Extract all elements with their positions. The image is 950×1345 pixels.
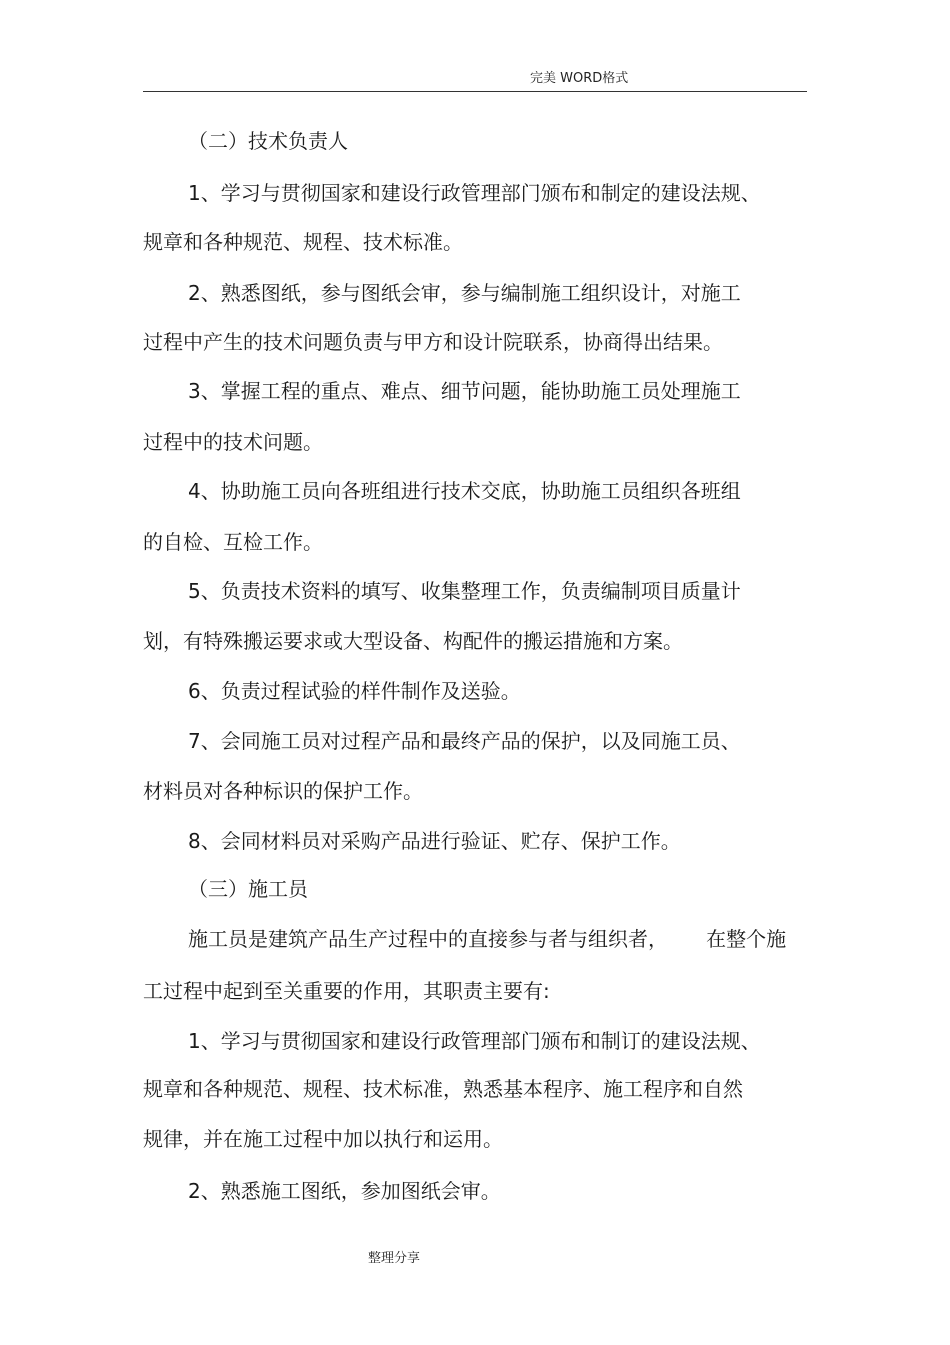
paragraph-line: 1、学习与贯彻国家和建设行政管理部门颁布和制订的建设法规、 xyxy=(188,1029,761,1053)
paragraph-line: 材料员对各种标识的保护工作。 xyxy=(143,779,423,803)
paragraph-line: 8、会同材料员对采购产品进行验证、贮存、保护工作。 xyxy=(188,829,681,853)
page-header: 完美 WORD格式 xyxy=(530,71,629,86)
paragraph-line: 1、学习与贯彻国家和建设行政管理部门颁布和制定的建设法规、 xyxy=(188,181,761,205)
paragraph-line: 6、负责过程试验的样件制作及送验。 xyxy=(188,679,521,703)
paragraph-line: 4、协助施工员向各班组进行技术交底，协助施工员组织各班组 xyxy=(188,479,741,503)
page-footer: 整理分享 xyxy=(368,1251,421,1266)
paragraph-line: 过程中的技术问题。 xyxy=(143,430,323,454)
paragraph-line: 规章和各种规范、规程、技术标准，熟悉基本程序、施工程序和自然 xyxy=(143,1077,743,1101)
paragraph-line: 划，有特殊搬运要求或大型设备、构配件的搬运措施和方案。 xyxy=(143,629,683,653)
header-divider xyxy=(143,91,807,92)
paragraph-line: 3、掌握工程的重点、难点、细节问题，能协助施工员处理施工 xyxy=(188,379,741,403)
paragraph-line: 工过程中起到至关重要的作用，其职责主要有: xyxy=(143,979,550,1003)
paragraph-line: 规章和各种规范、规程、技术标准。 xyxy=(143,230,463,254)
paragraph-line: 2、熟悉图纸，参与图纸会审，参与编制施工组织设计，对施工 xyxy=(188,281,741,305)
paragraph-line: 规律，并在施工过程中加以执行和运用。 xyxy=(143,1127,503,1151)
paragraph-line: 2、熟悉施工图纸，参加图纸会审。 xyxy=(188,1179,501,1203)
paragraph-line: 施工员是建筑产品生产过程中的直接参与者与组织者， 在整个施 xyxy=(188,927,787,951)
paragraph-line: 5、负责技术资料的填写、收集整理工作，负责编制项目质量计 xyxy=(188,579,741,603)
paragraph-line: 过程中产生的技术问题负责与甲方和设计院联系，协商得出结果。 xyxy=(143,330,723,354)
section-heading-construction-worker: （三）施工员 xyxy=(188,877,308,901)
section-heading-technical-lead: （二）技术负责人 xyxy=(188,129,348,153)
paragraph-line: 7、会同施工员对过程产品和最终产品的保护，以及同施工员、 xyxy=(188,729,741,753)
paragraph-line: 的自检、互检工作。 xyxy=(143,530,323,554)
